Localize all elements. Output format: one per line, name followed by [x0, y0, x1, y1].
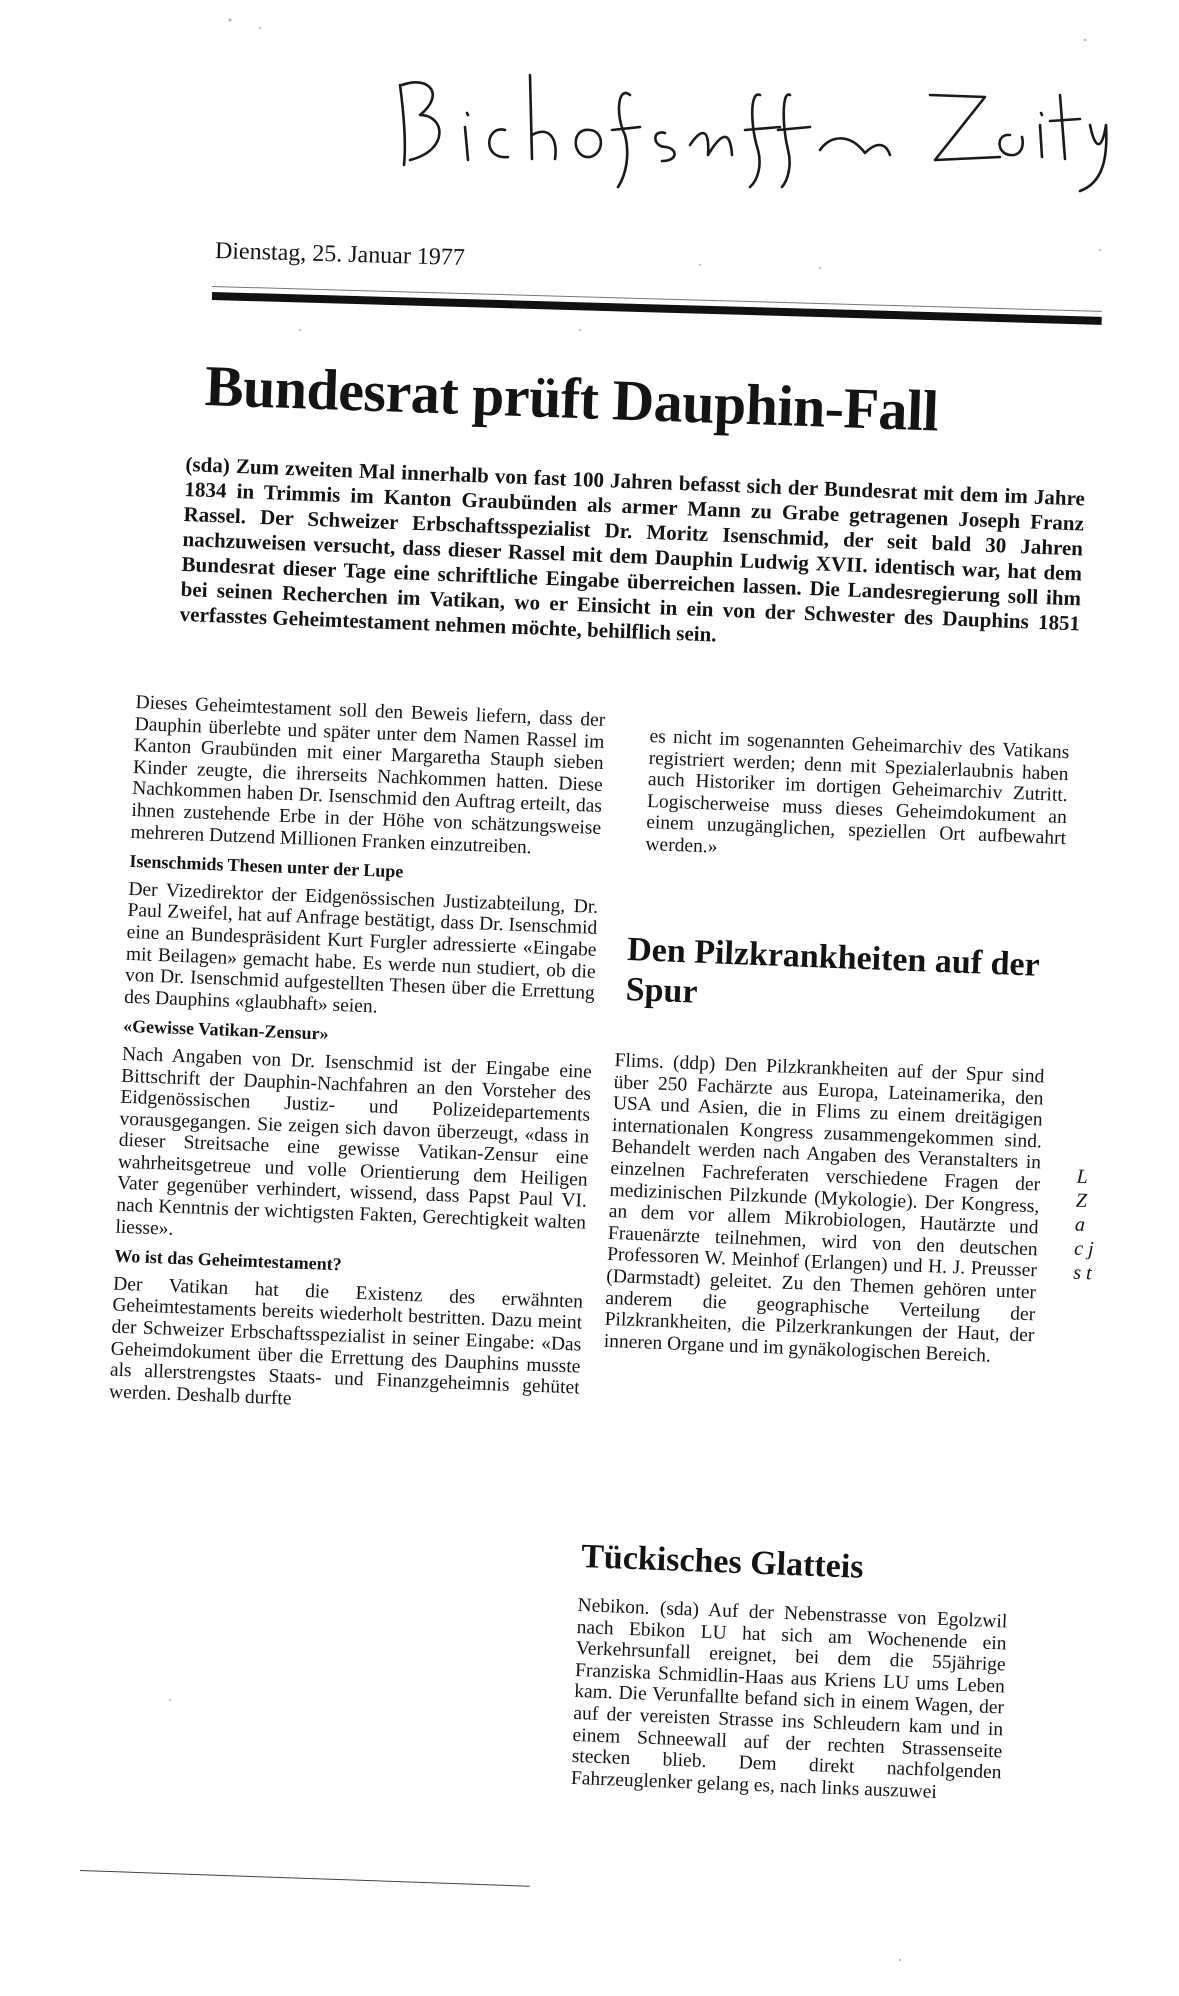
lead-paragraph: (sda) Zum zweiten Mal innerhalb von fast 100 Jahren befasst sich der Bundesrat mit dem im Jahre 1834 in Trimmis im Kanton Graubünden als armer Mann zu Grabe getragenen Joseph Franz Rassel. Der Schweizer Erbschaftsspezialist Dr. Moritz Isenschmid, der seit bald 30 Jahren nachzuweisen versucht, dass dieser Rassel mit dem Dauphin Ludwig XVII. identisch war, hat dem Bundesrat dieser Tage eine schriftliche Eingabe überreichen lassen. Die Landesregierung soll ihm bei seinen Recherchen im Vatikan, wo er Einsicht in ein von der Schwester des Dauphins 1851 verfasstes Geheimtestament nehmen möchte, behilflich sein.	[179, 452, 1086, 647]
article1-paragraph: Der Vatikan hat die Existenz des erwähnten Geheimtestaments bereits wiederholt bestritten. Dazu meint der Schweizer Erbschaftsspezialist in seiner Eingabe: «Das Geheimdokument über die Errettung des Dauphins musste als allerstrengstes Staats- und Finanzgeheimnis gehütet werden. Deshalb durfte	[108, 1273, 584, 1410]
article3-headline: Tückisches Glatteis	[580, 1538, 865, 1586]
article1-subheading: Wo ist das Geheimtestament?	[113, 1245, 343, 1275]
article2-body	[603, 1050, 1044, 1369]
article1-paragraph: Dieses Geheimtestament soll den Beweis liefern, dass der Dauphin überlebte und später unter dem Namen Rassel im Kanton Graubünden mit einer Margaretha Stauph sieben Kinder zeugte, die ihrerseits Nachkommen hatten. Diese Nachkommen haben Dr. Isenschmid den Auftrag erteilt, das ihnen zustehende Erbe in der Höhe von schätzungsweise mehreren Dutzend Millionen Franken einzutreiben.	[130, 692, 606, 858]
header-thick-rule	[212, 292, 1102, 325]
handwritten-signature-graphic	[390, 55, 1110, 195]
dateline: Dienstag, 25. Januar 1977	[214, 238, 466, 271]
article2-headline: Den Pilzkrankheiten auf der Spur	[625, 930, 1040, 1011]
article3-paragraph: Nebikon. (sda) Auf der Nebenstrasse von Egolzwil nach Ebikon LU hat sich am Wochenende ein Verkehrsunfall ereignet, bei dem die 55jährige Franziska Schmidlin-Haas aus Kriens LU ums Leben kam. Die Verunfallte befand sich in einem Wagen, der auf der vereisten Strasse ins Schleudern kam und in einem Schneewall auf der rechten Strassenseite stecken blieb. Dem direkt nachfolgenden Fahrzeuglenker gelang es, nach links auszuwei	[570, 1595, 1008, 1803]
article1-paragraph: Der Vizedirektor der Eidgenössischen Justizabteilung, Dr. Paul Zweifel, hat auf Anfrage bestätigt, dass Dr. Isenschmid eine an Bundespräsident Kurt Furgler adressierte «Eingabe mit Beilagen» gemacht habe. Es werde nun studiert, ob die von Dr. Isenschmid aufgestellten Thesen über die Errettung des Dauphins «glaubhaft» seien.	[123, 878, 599, 1018]
article2-paragraph: Flims. (ddp) Den Pilzkrankheiten auf der Spur sind über 250 Fachärzte aus Europa, Lateinamerika, den USA und Asien, die in Flims zu einem dreitägigen internationalen Kongress zusammengekommen sind. Behandelt werden nach Angaben des Veranstalters in einzelnen Fachreferaten verschiedene Fragen der medizinischen Pilzkunde (Mykologie). Der Kongress, an dem vor allem Mikrobiologen, Hautärzte und Frauenärzte teilnehmen, wird von den deutschen Professoren W. Meinhof (Erlangen) und H. J. Preusser (Darmstadt) geleitet. Zu den Themen gehören unter anderem die geographische Verteilung der Pilzkrankheiten, die Pilzerkrankungen der Haut, der inneren Organe und im gynäkologischen Bereich.	[603, 1050, 1045, 1367]
main-headline: Bundesrat prüft Dauphin-Fall	[203, 353, 940, 444]
article3-body	[571, 1595, 1008, 1806]
article1-column-right	[645, 726, 1070, 872]
article1-subheading: Isenschmids Thesen unter der Lupe	[129, 851, 404, 882]
article1-paragraph: Nach Angaben von Dr. Isenschmid ist der Eingabe eine Bittschrift der Dauphin-Nachfahren an den Vorsteher des Eidgenössischen Justiz- und Polizeidepartements vorausgegangen. Sie zeigen sich davon überzeugt, «dass in dieser Streitsache eine gewisse Vatikan-Zensur eine wahrheitsgetreue und volle Orientierung dem Heiligen Vater gegenüber verhindert, wissend, dass Papst Paul VI. nach Kenntnis der wichtigsten Fakten, Gerechtigkeit walten liesse».	[115, 1043, 593, 1240]
margin-letters: L Z a c j s t	[1072, 1165, 1094, 1285]
article1-column-left	[109, 692, 606, 1421]
bottom-rule	[80, 1870, 530, 1887]
article1-subheading: «Gewisse Vatikan-Zensur»	[122, 1016, 329, 1044]
handwritten-note	[390, 55, 1110, 195]
article1-continuation: es nicht im sogenannten Geheimarchiv des Vatikans registriert werden; denn mit Spezialerlaubnis haben auch Historiker im dortigen Geheimarchiv Zutritt. Logischerweise muss dieses Geheimdokument an einem unzugänglichen, speziellen Ort aufbewahrt werden.»	[645, 726, 1070, 858]
